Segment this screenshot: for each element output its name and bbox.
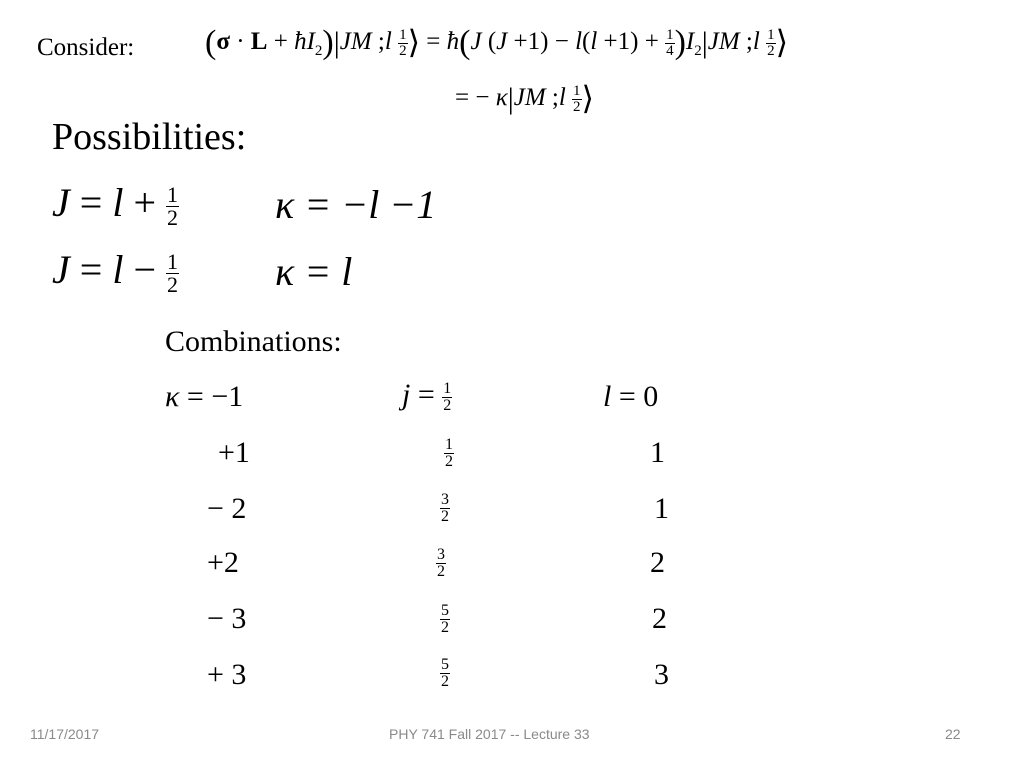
combination-kappa: − 3 [207, 602, 247, 635]
combination-j: $\frac{3}{2}$ [437, 545, 445, 580]
combination-j: $\frac{5}{2}$ [441, 655, 449, 690]
consider-label: Consider: [37, 34, 135, 61]
possibility-row-1: J = l + $\frac{1}{2}$ [52, 180, 179, 231]
possibility-row-2: J = l − $\frac{1}{2}$ [52, 247, 179, 298]
combination-l: 2 [650, 546, 665, 579]
combination-kappa: +1 [218, 436, 250, 469]
combination-j: $\frac{3}{2}$ [441, 490, 449, 525]
possibility-kappa-2: κ = l [275, 249, 353, 294]
combination-j: $\frac{5}{2}$ [441, 601, 449, 636]
combination-j: j = $\frac{1}{2}$ [402, 378, 452, 414]
combination-j: $\frac{1}{2}$ [445, 435, 453, 470]
possibilities-title: Possibilities: [52, 116, 247, 158]
equation-kappa-eigenvalue: = − κ|JM ;l $\frac{1}{2}$ ⟩ [455, 80, 595, 116]
combination-kappa: − 2 [207, 492, 247, 525]
combination-l: 1 [650, 436, 665, 469]
footer-page-number: 22 [945, 726, 961, 742]
combination-l: l = 0 [603, 380, 659, 413]
footer-course: PHY 741 Fall 2017 -- Lecture 33 [389, 726, 590, 742]
combination-l: 2 [652, 602, 667, 635]
possibility-kappa-1: κ = −l −1 [275, 182, 437, 227]
combination-l: 1 [654, 492, 669, 525]
equation-eigenvalue: $(\sigma \cdot L + ħI_2)|JM$ ;l $\frac{1}{2}$ ⟩ = ħ(J (J +1) − l(l +1) + $\frac{1}{4}$ )$I_2|JM$ ;l $\frac{1}{2}$ ⟩ [205, 24, 789, 61]
combination-kappa: +2 [207, 546, 239, 579]
combination-kappa: + 3 [207, 658, 247, 691]
combination-l: 3 [654, 658, 669, 691]
combinations-title: Combinations: [165, 325, 342, 358]
combination-kappa: κ = −1 [165, 380, 244, 413]
footer-date: 11/17/2017 [30, 726, 100, 742]
